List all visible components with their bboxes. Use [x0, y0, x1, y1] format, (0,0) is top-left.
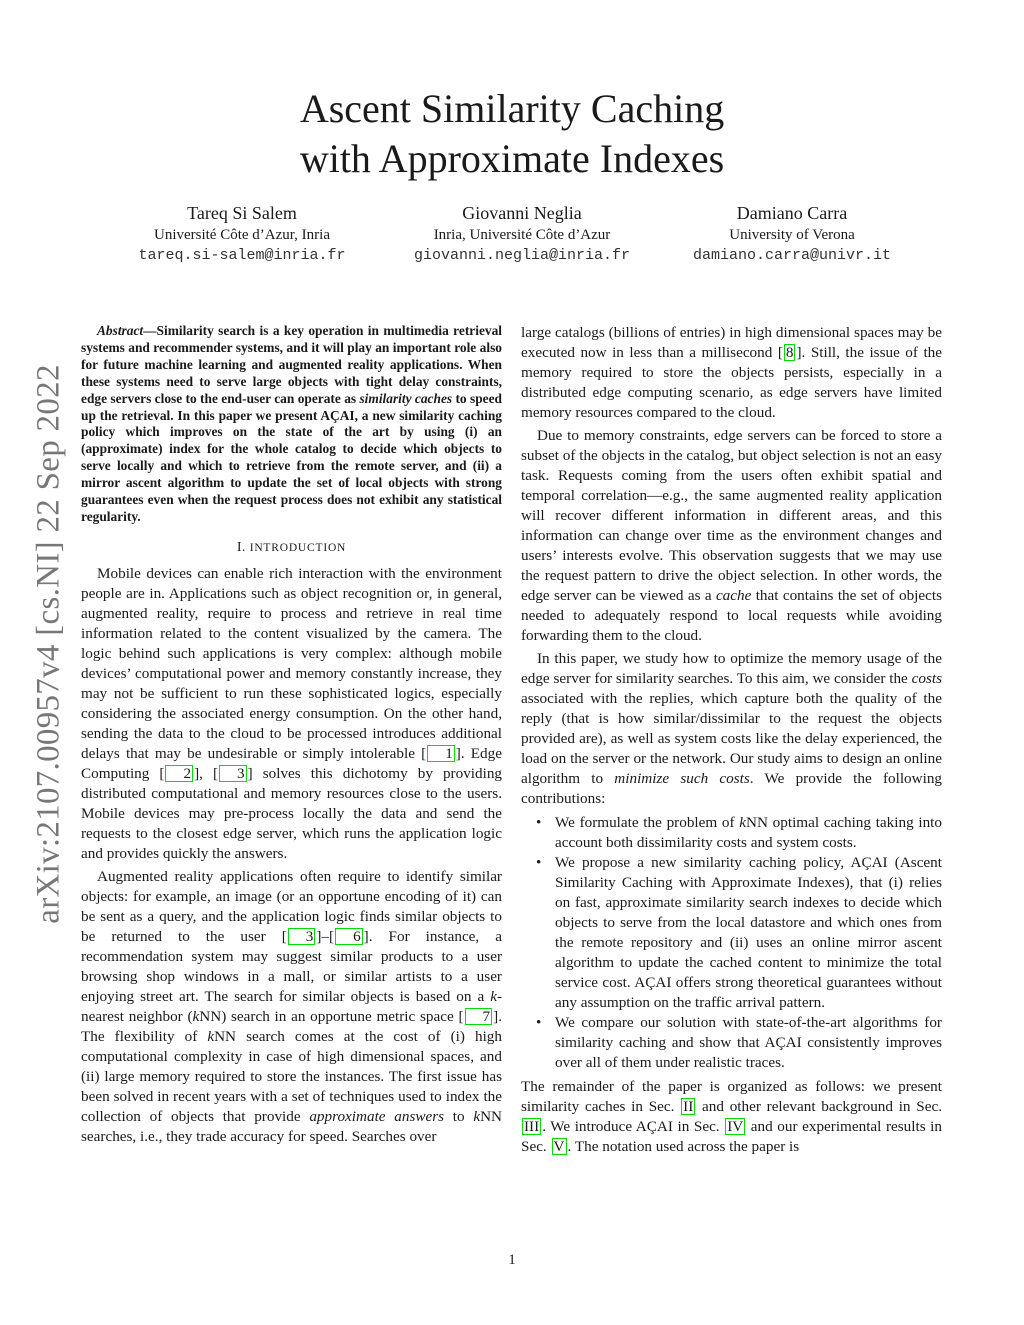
author-affiliation: Inria, Université Côte d’Azur [433, 227, 611, 243]
paper-title [0, 84, 1024, 184]
right-paragraph-1: large catalogs (billions of entries) in high dimensional spaces may be executed now in less than a millisecond [ 8 ]. Still, the issue of the memory required to store the objects persists, especially in a distributed edge computing scenario, as edge servers have limited memory resources compared to the cloud. [521, 324, 942, 421]
author-email[interactable]: giovanni.neglia@inria.fr [413, 247, 631, 264]
intro-paragraph-2: Augmented reality applications often require to identify similar objects: for example, an image (or an opportune encoding of it) can be sent as a query, and the application logic finds similar objects to be returned to the user [ 3 ]–[ 6 ]. For instance, a recommendation system may suggest similar products to a user browsing shop windows in a mall, or similar artists to a user enjoying street art. The search for similar objects is based on a k-nearest neighbor (kNN) search in an opportune metric space [ 7 ]. The flexibility of kNN search comes at the cost of (i) high computational complexity in case of high dimensional spaces, and (ii) large memory required to store the instances. The first issue has been solved in recent years with a set of techniques used to index the collection of objects that provide approximate answers to kNN searches, i.e., they trade accuracy for speed. Searches over [81, 867, 502, 1145]
title-line-1: Ascent Similarity Caching [299, 86, 725, 131]
right-column [521, 323, 942, 1157]
author-name: Tareq Si Salem [187, 203, 297, 223]
right-paragraph-4: The remainder of the paper is organized as follows: we present similarity caches in Sec. II and other relevant background in Sec. III . We introduce AÇAI in Sec. IV and our experimental results in Sec. V . The notation used across the paper is [521, 1078, 942, 1155]
citation-link[interactable]: 7 [465, 1008, 493, 1025]
right-paragraph-2: Due to memory constraints, edge servers can be forced to store a subset of the objects in the catalog, but object selection is not an easy task. Requests coming from the users often exhibit spatial and temporal correlation—e.g., the same augmented reality application will recover different information in different areas, and this information can change over time as the environment changes and users’ interests evolve. This observation suggests that we may use the request pattern to drive the object selection. In other words, the edge server can be viewed as a cache that contains the set of objects needed to adequately respond to local requests while avoiding forwarding them to the cloud. [521, 427, 942, 644]
author-affiliation: Université Côte d’Azur, Inria [153, 227, 330, 243]
abstract-text: —Similarity search is a key operation in multimedia retrieval systems and recommender systems, and it will play an important role also for future machine learning and augmented reality applications. When these systems need to serve large objects with tight delay constraints, edge servers close to the end-user can operate as [81, 323, 502, 406]
abstract-lead: Abstract [97, 323, 144, 338]
section-number: I. [236, 539, 250, 555]
section-title: INTRODUCTION [249, 541, 347, 554]
arxiv-identifier: arXiv:2107.00957v4 [cs.NI] 22 Sep 2022 [30, 364, 67, 924]
author-email[interactable]: damiano.carra@univr.it [692, 247, 892, 264]
section-heading-introduction [81, 538, 502, 558]
citation-link[interactable]: 6 [335, 928, 363, 945]
intro-paragraph-1: Mobile devices can enable rich interaction with the environment people are in. Applications such as object recognition or, in general, augmented reality, require to process and retrieve in real time information related to the content visualized by the camera. The logic behind such applications is very complex: although mobile devices’ computational power and memory constantly increase, they may not be sufficient to run these sophisticated logics, especially considering the associated energy consumption. On the other hand, sending the data to the cloud to be processed introduces additional delays that may be undesirable or simply intolerable [ 1 ]. Edge Computing [ 2 ], [ 3 ] solves this dichotomy by providing distributed computational and memory resources close to the users. Mobile devices may pre-process locally the data and send the requests to the closest edge server, which runs the application logic and provides quickly the answers. [81, 564, 503, 862]
section-link[interactable]: V [553, 1138, 565, 1155]
title-line-2: with Approximate Indexes [299, 136, 725, 181]
author-affiliation: University of Verona [729, 227, 855, 243]
contributions-list [521, 813, 942, 1073]
citation-link[interactable]: 1 [427, 745, 455, 762]
page-number: 1 [508, 1252, 516, 1268]
section-link[interactable]: IV [727, 1118, 744, 1135]
section-link[interactable]: II [683, 1098, 694, 1115]
author-name: Giovanni Neglia [462, 203, 582, 223]
left-column [81, 323, 502, 1147]
citation-link[interactable]: 3 [219, 765, 247, 782]
list-item: • We propose a new similarity caching policy, AÇAI (Ascent Similarity Caching with Approximate Indexes), that (i) relies on fast, approximate similarity search indexes to decide which objects to serve from the local datastore and which ones from the remote repository and (ii) uses an online mirror ascent algorithm to update the cached content to minimize the total service cost. AÇAI offers strong theoretical guarantees without any assumption on the traffic arrival pattern. [521, 853, 942, 1013]
right-paragraph-3: In this paper, we study how to optimize the memory usage of the edge server for similarity searches. To this aim, we consider the costs associated with the replies, which capture both the quality of the reply (that is how similar/dissimilar to the request the objects provided are), as well as system costs like the delay experienced, the load on the server or the network. Our study aims to design an online algorithm to minimize such costs. We provide the following contributions: [521, 650, 943, 807]
citation-link[interactable]: 2 [165, 765, 193, 782]
author-block-3 [642, 202, 942, 267]
author-name: Damiano Carra [736, 203, 848, 223]
list-item: • We formulate the problem of kNN optimal caching taking into account both dissimilarity costs and system costs. [521, 813, 942, 853]
abstract-emphasis: similarity caches [359, 390, 453, 406]
abstract [81, 323, 502, 526]
author-block-2 [372, 202, 672, 267]
citation-link[interactable]: 3 [288, 928, 316, 945]
citation-link[interactable]: 8 [785, 344, 794, 361]
abstract-text: to speed up the retrieval. In this paper we present AÇAI, a new similarity caching policy which improves on the state of the art by using (i) an (approximate) index for the whole catalog to decide which objects to serve locally and which to retrieve from the remote server, and (ii) a mirror ascent algorithm to update the set of local objects with strong guarantees even when the request process does not exhibit any statistical regularity. [81, 390, 502, 524]
author-block-1 [92, 202, 392, 267]
section-link[interactable]: III [524, 1118, 540, 1135]
author-email[interactable]: tareq.si-salem@inria.fr [138, 247, 346, 264]
list-item: • We compare our solution with state-of-the-art algorithms for similarity caching and show that AÇAI consistently improves over all of them under realistic traces. [521, 1013, 942, 1073]
